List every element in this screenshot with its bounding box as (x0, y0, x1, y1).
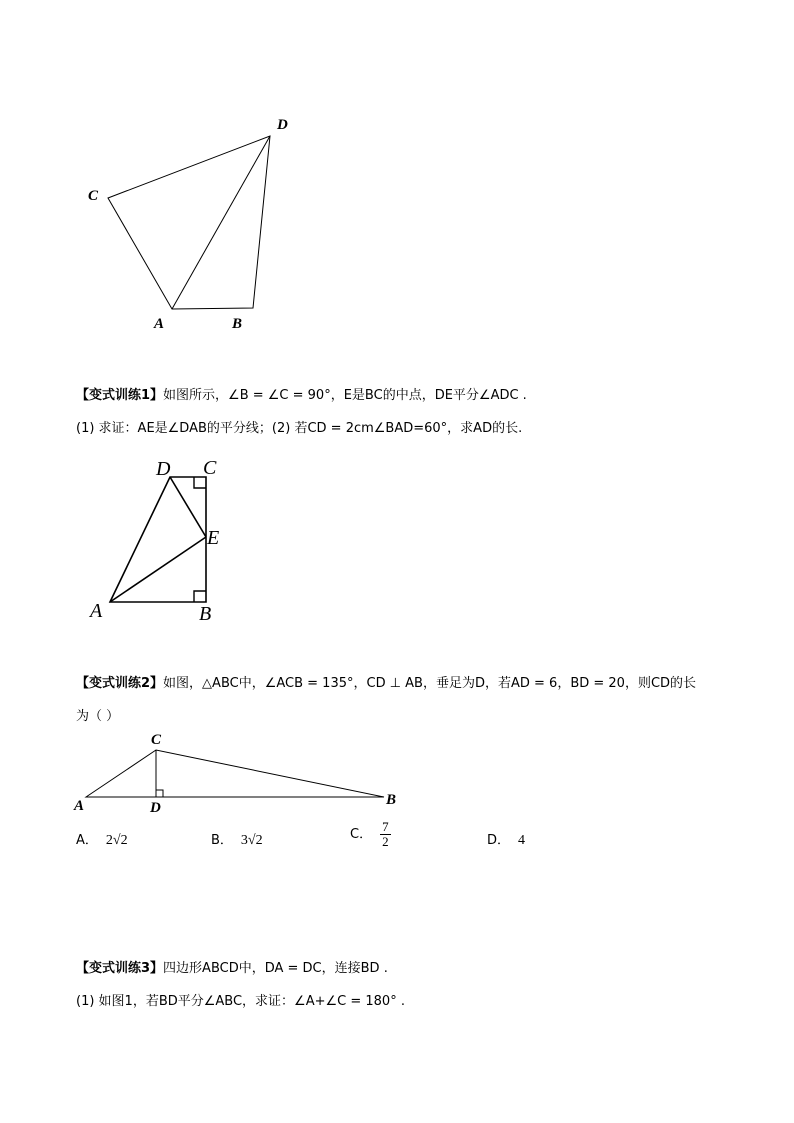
figure-quadrilateral (80, 110, 320, 340)
option-d-letter: D． (487, 833, 511, 848)
ex2-tag: 【变式训练2】 (76, 676, 164, 691)
option-d[interactable] (487, 829, 525, 849)
ex3-text1: 四边形ABCD中，DA = DC，连接BD . (163, 961, 388, 976)
label-B: B (232, 316, 243, 332)
ex1-text1: 如图所示，∠B = ∠C = 90°，E是BC的中点，DE平分∠ADC . (163, 388, 527, 403)
ex1-line1 (76, 387, 527, 405)
label-A2: A (90, 600, 103, 622)
ex3-line2 (76, 993, 405, 1011)
option-b[interactable] (211, 829, 263, 849)
ex1-line2 (76, 420, 522, 438)
option-c-numerator: 7 (382, 819, 389, 834)
label-D3: D (150, 800, 161, 816)
right-angle-d (156, 790, 163, 797)
label-C2: C (203, 457, 217, 479)
option-a-letter: A． (76, 833, 98, 848)
ex3-line1 (76, 960, 388, 978)
ex1-text2: (1) 求证：AE是∠DAB的平分线；(2) 若CD = 2cm∠BAD=60°，求AD的长. (76, 421, 523, 436)
right-angle-b (194, 591, 206, 602)
label-C: C (88, 188, 99, 204)
ex2-text1: 如图，△ABC中，∠ACB = 135°，CD ⊥ AB，垂足为D，若AD = 6，BD = 20，则CD的长 (163, 676, 697, 691)
option-b-value: 3√2 (240, 833, 263, 848)
label-D2: D (156, 458, 171, 480)
ex1-tag: 【变式训练1】 (76, 388, 164, 403)
label-A: A (154, 316, 165, 332)
trapezoid-outline (110, 477, 206, 602)
option-c-fraction (380, 820, 391, 849)
option-c[interactable] (350, 820, 391, 849)
option-c-denominator: 2 (382, 834, 389, 849)
option-a-value: 2√2 (105, 833, 128, 848)
label-C3: C (151, 732, 162, 748)
ex2-line1 (76, 675, 696, 693)
label-A3: A (74, 798, 85, 814)
ex3-text2: (1) 如图1，若BD平分∠ABC，求证：∠A+∠C = 180° . (76, 994, 405, 1009)
segment-de (170, 477, 206, 537)
ex2-line2 (76, 708, 119, 726)
quadrilateral-outline (108, 136, 270, 309)
ex3-tag: 【变式训练3】 (76, 961, 164, 976)
label-B2: B (199, 603, 212, 625)
option-d-value: 4 (518, 833, 526, 848)
triangle-outline (86, 750, 384, 797)
label-D: D (277, 117, 288, 133)
label-B3: B (386, 792, 397, 808)
segment-ae (110, 537, 206, 602)
label-E2: E (207, 527, 220, 549)
figure-triangle (70, 730, 410, 820)
ex2-text2: 为（ ） (76, 709, 120, 724)
option-a[interactable] (76, 829, 128, 849)
figure-trapezoid (80, 450, 280, 630)
option-b-letter: B． (211, 833, 233, 848)
option-c-letter: C． (350, 827, 373, 842)
